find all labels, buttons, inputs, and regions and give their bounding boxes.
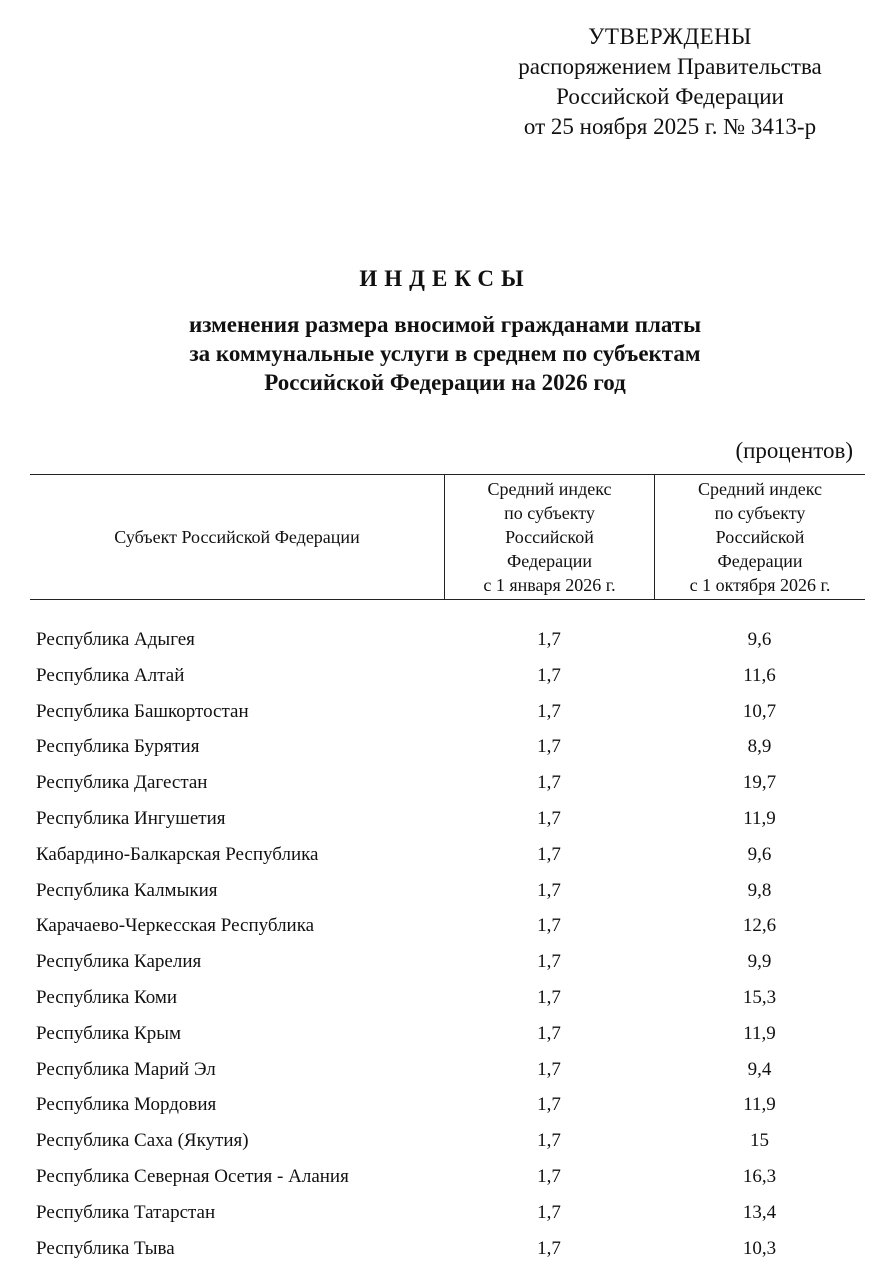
header-index-january xyxy=(444,475,654,599)
approval-title: УТВЕРЖДЕНЫ xyxy=(588,24,752,49)
row-index-january: 1,7 xyxy=(537,1058,561,1080)
table-row xyxy=(30,873,865,909)
row-index-january: 1,7 xyxy=(537,1094,561,1116)
row-index-october: 16,3 xyxy=(742,1165,777,1187)
row-index-january: 1,7 xyxy=(537,915,561,937)
table-row xyxy=(30,729,865,765)
table-row xyxy=(30,1052,865,1088)
table-row xyxy=(30,1231,865,1267)
row-index-january: 1,7 xyxy=(537,1022,561,1044)
row-index-october: 9,9 xyxy=(747,951,772,973)
table-row xyxy=(30,801,865,837)
row-index-january: 1,7 xyxy=(537,951,561,973)
units-label: (процентов) xyxy=(735,438,853,463)
table-row xyxy=(30,944,865,980)
table-row xyxy=(30,658,865,694)
row-index-october: 13,4 xyxy=(742,1201,777,1223)
subtitle-line: за коммунальные услуги в среднем по субъектам xyxy=(189,341,701,366)
row-index-october: 15,3 xyxy=(742,986,777,1008)
row-index-january: 1,7 xyxy=(537,629,561,650)
row-index-october: 11,6 xyxy=(743,664,776,686)
row-subject: Республика Северная Осетия - Алания xyxy=(36,1165,349,1187)
row-index-january: 1,7 xyxy=(537,807,561,829)
row-index-january: 1,7 xyxy=(537,1130,561,1152)
table-row xyxy=(30,1087,865,1123)
document-title: ИНДЕКСЫ xyxy=(359,266,531,291)
table-row xyxy=(30,837,865,873)
row-index-october: 11,9 xyxy=(743,1094,776,1116)
row-subject: Республика Ингушетия xyxy=(36,807,226,829)
subtitle-line: Российской Федерации на 2026 год xyxy=(264,370,626,395)
row-index-january: 1,7 xyxy=(537,1165,561,1187)
row-subject: Карачаево-Черкесская Республика xyxy=(36,915,315,937)
table-row xyxy=(30,1159,865,1195)
row-index-january: 1,7 xyxy=(537,879,561,901)
row-index-october: 8,9 xyxy=(747,736,772,758)
row-index-october: 10,7 xyxy=(742,700,777,722)
row-subject: Республика Крым xyxy=(36,1022,182,1044)
row-subject: Республика Бурятия xyxy=(36,736,200,758)
row-index-october: 10,3 xyxy=(742,1237,777,1259)
table-row xyxy=(30,765,865,801)
table-body xyxy=(30,622,865,1266)
row-index-october: 11,9 xyxy=(743,1022,776,1044)
row-subject: Республика Мордовия xyxy=(36,1094,217,1116)
row-index-october: 11,9 xyxy=(743,807,776,829)
header-october-label: Средний индекс по субъекту Российской Федерации с 1 октября 2026 г. xyxy=(689,479,831,595)
approval-block xyxy=(480,22,860,142)
row-subject: Республика Тыва xyxy=(36,1237,175,1259)
table-row xyxy=(30,694,865,730)
table-row xyxy=(30,1123,865,1159)
row-index-october: 9,8 xyxy=(747,879,772,901)
row-index-january: 1,7 xyxy=(537,1201,561,1223)
row-index-january: 1,7 xyxy=(537,843,561,865)
approval-line: Российской Федерации xyxy=(556,84,784,109)
row-index-january: 1,7 xyxy=(537,700,561,722)
row-subject: Республика Саха (Якутия) xyxy=(36,1130,249,1152)
approval-date-number: от 25 ноября 2025 г. № 3413-р xyxy=(523,114,817,139)
row-index-october: 12,6 xyxy=(742,915,777,937)
document-subtitle xyxy=(0,310,878,397)
row-subject: Республика Карелия xyxy=(36,951,202,973)
row-index-october: 9,6 xyxy=(747,843,772,865)
row-subject: Республика Алтай xyxy=(36,664,185,686)
row-index-october: 15 xyxy=(750,1130,769,1152)
row-subject: Республика Адыгея xyxy=(36,629,195,650)
table-header xyxy=(30,474,865,600)
header-subject-label: Субъект Российской Федерации xyxy=(114,527,360,547)
row-subject: Кабардино-Балкарская Республика xyxy=(36,843,319,865)
row-index-october: 19,7 xyxy=(742,772,777,794)
row-subject: Республика Калмыкия xyxy=(36,879,218,901)
row-index-january: 1,7 xyxy=(537,736,561,758)
table-row xyxy=(30,622,865,658)
row-index-january: 1,7 xyxy=(537,986,561,1008)
row-index-january: 1,7 xyxy=(537,664,561,686)
approval-line: распоряжением Правительства xyxy=(518,54,822,79)
row-index-october: 9,6 xyxy=(747,629,772,650)
subtitle-line: изменения размера вносимой гражданами платы xyxy=(188,312,702,337)
row-subject: Республика Башкортостан xyxy=(36,700,249,722)
row-index-january: 1,7 xyxy=(537,772,561,794)
row-subject: Республика Марий Эл xyxy=(36,1058,216,1080)
row-subject: Республика Татарстан xyxy=(36,1201,216,1223)
header-index-october xyxy=(654,475,865,599)
header-subject xyxy=(30,475,444,599)
table-row xyxy=(30,1016,865,1052)
table-row xyxy=(30,908,865,944)
row-subject: Республика Дагестан xyxy=(36,772,208,794)
row-index-october: 9,4 xyxy=(747,1058,772,1080)
row-index-january: 1,7 xyxy=(537,1237,561,1259)
table-row xyxy=(30,1195,865,1231)
header-january-label: Средний индекс по субъекту Российской Федерации с 1 января 2026 г. xyxy=(483,479,616,595)
row-subject: Республика Коми xyxy=(36,986,178,1008)
table-row xyxy=(30,980,865,1016)
